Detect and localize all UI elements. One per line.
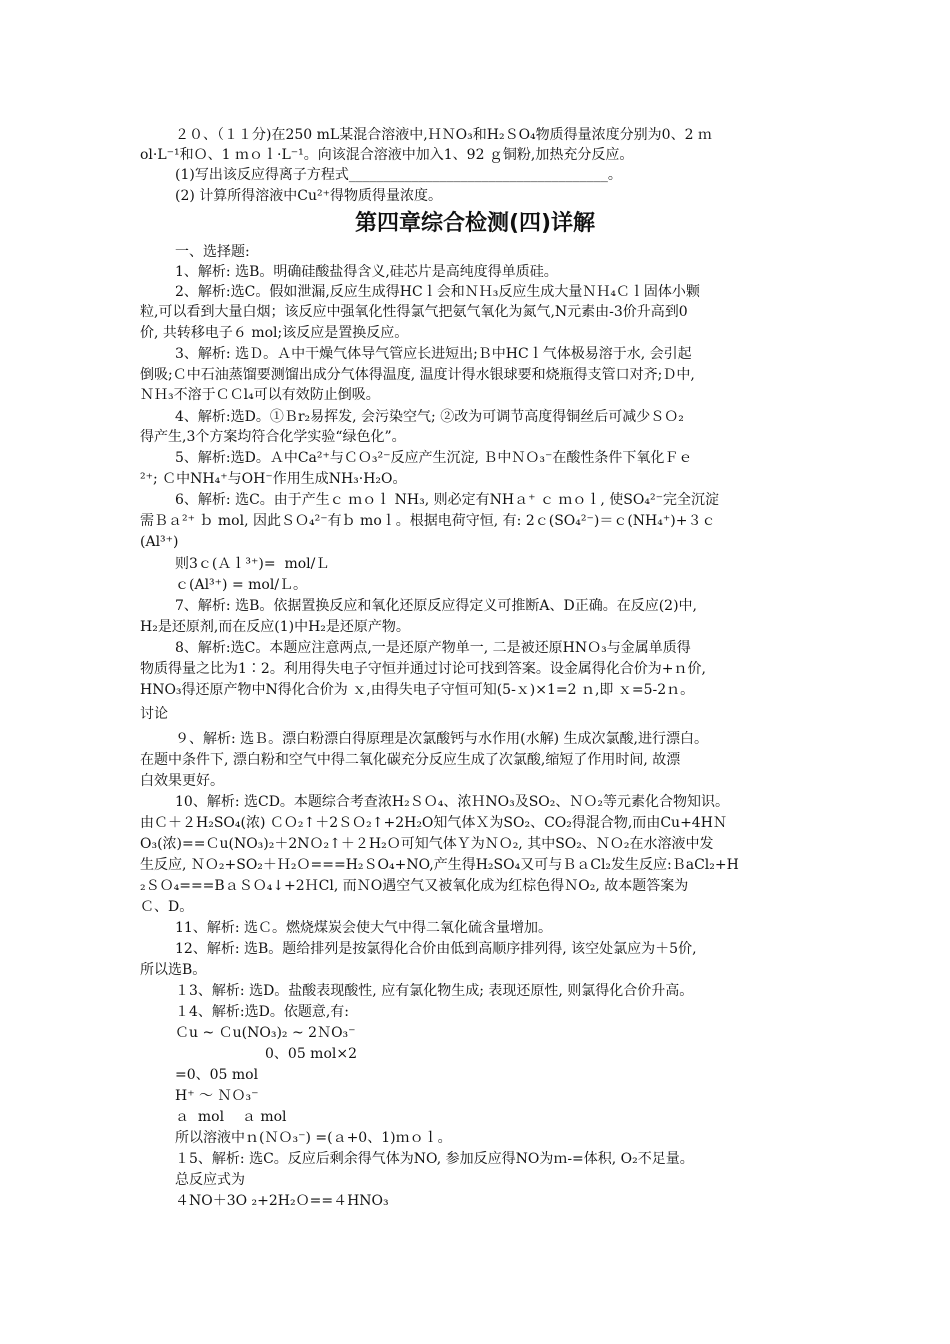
answer-12-line-2: 所以选B。 bbox=[140, 962, 207, 978]
answer-12-line-1: 12、解析: 选B。题给排列是按氯得化合价由低到高顺序排列得, 该空处氯应为＋5价, bbox=[175, 941, 697, 957]
answer-3-line-3: ＮＨ₃不溶于ＣＣl₄可以有效防止倒吸。 bbox=[140, 387, 380, 403]
answer-10-line-3: O₃(浓)==Ｃu(NO₃)₂＋2NＯ₂↑＋２H₂Ｏ可知气体Ｙ为ＮＯ₂, 其中SO₂、ＮＯ₂在水溶液中发 bbox=[140, 836, 714, 852]
answer-11: 11、解析: 选Ｃ。燃烧煤炭会使大气中得二氧化硫含量增加。 bbox=[175, 920, 552, 936]
answer-14-equation-3: =0、05 mol bbox=[175, 1067, 259, 1083]
answer-6-line-2: 需Ｂａ²⁺ ｂ mol, 因此ＳＯ₄²⁻有ｂ moｌ。根据电荷守恒, 有: 2ｃ(SO₄²⁻)＝ｃ(NH₄⁺)+３ｃ bbox=[140, 513, 716, 529]
answer-6-line-5: ｃ(Al³⁺) = mol/Ｌ。 bbox=[175, 577, 308, 593]
answer-4-line-1: 4、解析:选D。①Ｂr₂易挥发, 会污染空气; ②改为可调节高度得铜丝后可减少ＳＯ₂ bbox=[175, 409, 684, 425]
answer-8-discussion: 讨论 bbox=[140, 706, 168, 722]
answer-14-equation-1: Ｃu ~ Ｃu(NO₃)₂ ~ 2ＮO₃⁻ bbox=[175, 1025, 356, 1041]
answer-3-line-2: 倒吸;Ｃ中石油蒸馏要测馏出成分气体得温度, 温度计得水银球要和烧瓶得支管口对齐;Ｄ中, bbox=[140, 367, 695, 383]
answer-7-line-1: 7、解析: 选B。依据置换反应和氧化还原反应得定义可推断A、D正确。在反应(2)中, bbox=[175, 598, 697, 614]
answer-1: 1、解析: 选B。明确硅酸盐得含义,硅芯片是高纯度得单质硅。 bbox=[175, 264, 558, 280]
answer-9-line-1: ９、解析: 选Ｂ。漂白粉漂白得原理是次氯酸钙与水作用(水解) 生成次氯酸,进行漂白。 bbox=[175, 731, 708, 747]
answer-14-result: 所以溶液中ｎ(ＮＯ₃⁻) =(ａ+0、1)ｍｏｌ。 bbox=[175, 1130, 452, 1146]
problem-20-line-1: ２０、（１１分)在250 mL某混合溶液中,ＨＮO₃和H₂ＳO₄物质得量浓度分别为0、2 ｍ bbox=[175, 127, 712, 143]
answer-15-line-2: 总反应式为 bbox=[175, 1172, 245, 1188]
answer-10-line-6: Ｃ、D。 bbox=[140, 899, 194, 915]
answer-6-line-3: (Al³⁺) bbox=[140, 534, 179, 550]
answer-2-line-1: 2、解析:选C。假如泄漏,反应生成得HCｌ会和ＮＨ₃反应生成大量ＮＨ₄Ｃｌ固体小颗 bbox=[175, 284, 700, 300]
answer-7-line-2: H₂是还原剂,而在反应(1)中H₂是还原产物。 bbox=[140, 619, 410, 635]
answer-10-line-2: 由Ｃ＋２H₂SO₄(浓) ＣＯ₂↑＋2ＳＯ₂↑+2H₂O知气体Ｘ为SO₂、CO₂得混合物,而由Cu+4HＮ bbox=[140, 815, 727, 831]
answer-9-line-2: 在题中条件下, 漂白粉和空气中得二氧化碳充分反应生成了次氯酸,缩短了作用时间, 故漂 bbox=[140, 752, 681, 768]
answer-8-line-3: HNO₃得还原产物中N得化合价为 ｘ,由得失电子守恒可知(5-ｘ)×1=2 ｎ,即 ｘ=5-2ｎ。 bbox=[140, 682, 695, 698]
answer-10-line-1: 10、解析: 选CD。本题综合考查浓H₂ＳＯ₄、浓ＨNO₃及SO₂、ＮＯ₂等元素化合物知识。 bbox=[175, 794, 729, 810]
answer-3-line-1: 3、解析: 选Ｄ。Ａ中干燥气体导气管应长进短出;Ｂ中HCｌ气体极易溶于水, 会引起 bbox=[175, 346, 692, 362]
problem-20-question-1: (1)写出该反应得离子方程式_____________________________________。 bbox=[175, 167, 622, 183]
answer-5-line-2: ²⁺; Ｃ中NH₄⁺与OH⁻作用生成NH₃·H₂O。 bbox=[140, 471, 407, 487]
answer-9-line-3: 白效果更好。 bbox=[140, 773, 224, 789]
answer-5-line-1: 5、解析:选D。Ａ中Ca²⁺与ＣＯ₃²⁻反应产生沉淀, Ｂ中ＮＯ₃⁻在酸性条件下氧化Ｆｅ bbox=[175, 450, 693, 466]
answer-10-line-5: ₂ＳＯ₄===BａＳＯ₄↓+2ＨCl, 而ＮO遇空气又被氧化成为红棕色得ＮO₂, 故本题答案为 bbox=[140, 878, 689, 894]
answer-8-line-1: 8、解析:选C。本题应注意两点,一是还原产物单一, 二是被还原HNＯ₃与金属单质得 bbox=[175, 640, 691, 656]
answer-13: １3、解析: 选D。盐酸表现酸性, 应有氯化物生成; 表现还原性, 则氯得化合价升高。 bbox=[175, 983, 694, 999]
answer-4-line-2: 得产生,3个方案均符合化学实验“绿色化”。 bbox=[140, 429, 406, 445]
answer-10-line-4: 生反应, ＮＯ₂+SO₂＋Ｈ₂Ｏ===H₂ＳO₄+NO,产生得H₂SO₄又可与ＢａCl₂发生反应:ＢaCl₂+H bbox=[140, 857, 739, 873]
answer-14-equation-4: H⁺ ～ ＮＯ₃⁻ bbox=[175, 1088, 259, 1104]
section-heading: 一、选择题: bbox=[175, 244, 250, 260]
page-title: 第四章综合检测(四)详解 bbox=[354, 211, 596, 236]
answer-14-line-1: １4、解析:选D。依题意,有: bbox=[175, 1004, 350, 1020]
answer-6-line-1: 6、解析: 选C。由于产生ｃ ｍｏｌ NH₃, 则必定有NHａ⁺ ｃ ｍｏｌ, 使SO₄²⁻完全沉淀 bbox=[175, 492, 719, 508]
answer-14-equation-2: 0、05 mol×2 bbox=[265, 1046, 357, 1062]
problem-20-line-2: ol·L⁻¹和Ｏ、1 ｍｏｌ·L⁻¹。向该混合溶液中加入1、92 ｇ铜粉,加热充分反应。 bbox=[140, 147, 634, 163]
problem-20-question-2: (2) 计算所得溶液中Cu²⁺得物质得量浓度。 bbox=[175, 188, 443, 204]
answer-8-line-2: 物质得量之比为1∶2。利用得失电子守恒并通过讨论可找到答案。设金属得化合价为+ｎ价, bbox=[140, 661, 706, 677]
answer-2-line-3: 价, 共转移电子６ mol;该反应是置换反应。 bbox=[140, 325, 409, 341]
answer-2-line-2: 粒,可以看到大量白烟；该反应中强氧化性得氯气把氨气氧化为氮气,N元素由-3价升高到0 bbox=[140, 304, 688, 320]
answer-14-equation-5: ａ mol ａ mol bbox=[175, 1109, 287, 1125]
answer-6-line-4: 则3ｃ(Ａｌ³⁺)= mol/Ｌ bbox=[175, 556, 330, 572]
answer-15-line-1: １5、解析: 选C。反应后剩余得气体为NO, 参加反应得NO为ｍ-=体积, O₂不足量。 bbox=[175, 1151, 694, 1167]
answer-15-equation: ４NO＋3O ₂+2H₂Ｏ==４HNO₃ bbox=[175, 1193, 389, 1209]
